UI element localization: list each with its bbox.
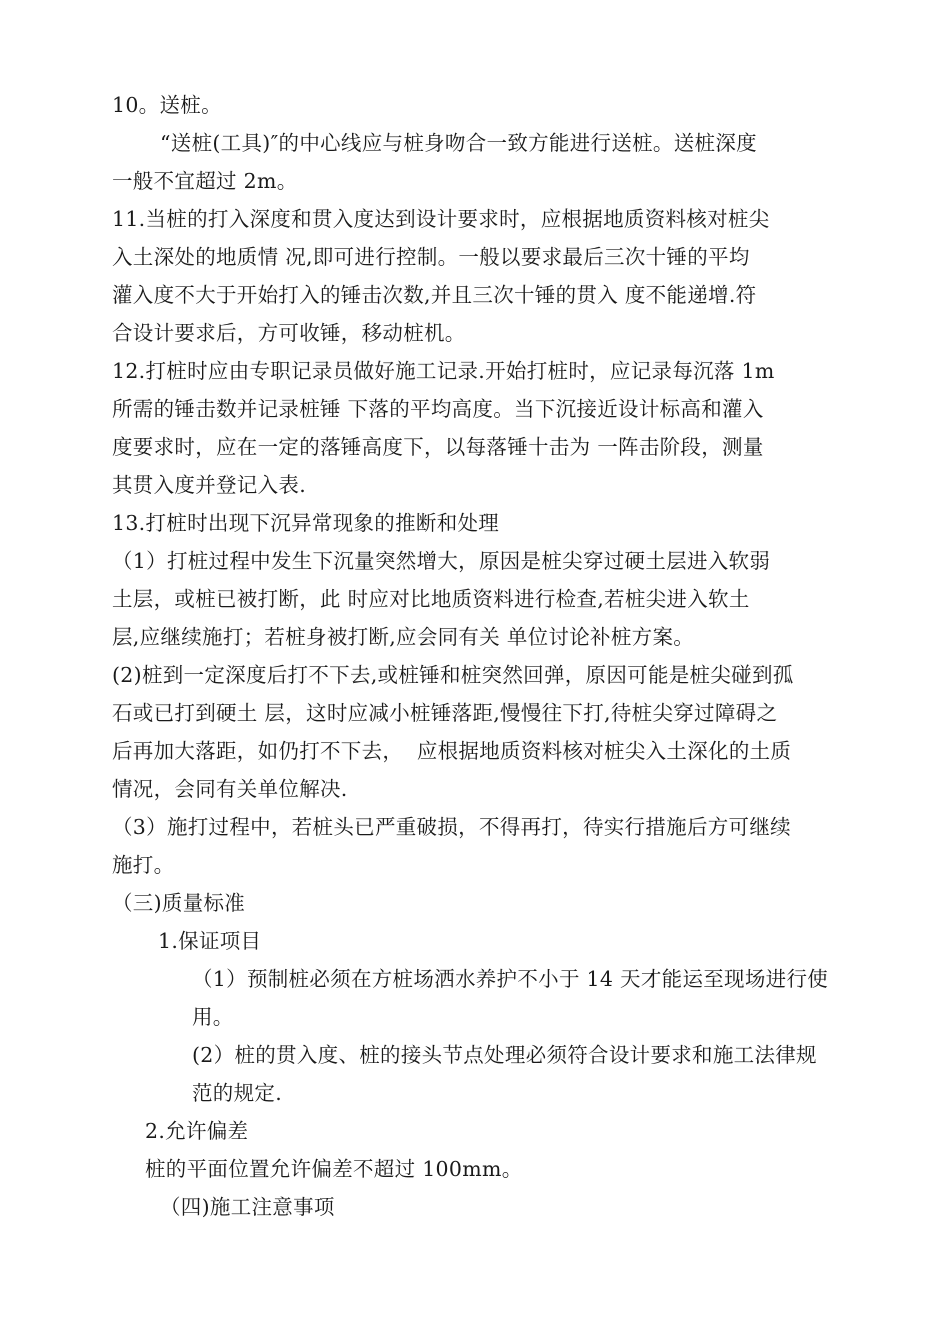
section-heading: 13.打桩时出现下沉异常现象的推断和处理 [112,511,500,535]
text-line: (2)桩到一定深度后打不下去,或桩锤和桩突然回弹，原因可能是桩尖碰到孤 [112,663,794,687]
text-line: “送桩(工具)″的中心线应与桩身吻合一致方能进行送桩。送桩深度 [160,131,757,155]
text-line: (2）桩的贯入度、桩的接头节点处理必须符合设计要求和施工法律规 [192,1043,817,1067]
subsection-heading: 1.保证项目 [158,929,262,953]
text-line: 度要求时，应在一定的落锤高度下，以每落锤十击为 一阵击阶段，测量 [112,435,764,459]
text-line: （3）施打过程中，若桩头已严重破损，不得再打，待实行措施后方可继续 [112,815,791,839]
text-line: 其贯入度并登记入表. [112,473,307,497]
text-line: 后再加大落距，如仍打不下去， 应根据地质资料核对桩尖入土深化的土质 [112,739,792,763]
text-line: 土层，或桩已被打断，此 时应对比地质资料进行检查,若桩尖进入软土 [112,587,750,611]
section-heading: （三)质量标准 [112,891,246,915]
text-line: 桩的平面位置允许偏差不超过 100mm。 [145,1157,523,1181]
text-line: （1）预制桩必须在方桩场洒水养护不小于 14 天才能运至现场进行使 [192,967,829,991]
text-line: （1）打桩过程中发生下沉量突然增大，原因是桩尖穿过硬土层进入软弱 [112,549,771,573]
text-line: 一般不宜超过 2m。 [112,169,298,193]
text-line: 所需的锤击数并记录桩锤 下落的平均高度。当下沉接近设计标高和灌入 [112,397,764,421]
text-line: 施打。 [112,853,175,877]
text-line: 入土深处的地质情 况,即可进行控制。一般以要求最后三次十锤的平均 [112,245,750,269]
text-line: 11.当桩的打入深度和贯入度达到设计要求时，应根据地质资料核对桩尖 [112,207,770,231]
subsection-heading: 2.允许偏差 [145,1119,249,1143]
text-line: 10。送桩。 [112,93,222,117]
text-line: 石或已打到硬土 层，这时应减小桩锤落距,慢慢往下打,待桩尖穿过障碍之 [112,701,778,725]
text-line: 范的规定. [192,1081,283,1105]
text-line: 合设计要求后，方可收锤，移动桩机。 [112,321,466,345]
text-line: 用。 [192,1005,234,1029]
text-line: 12.打桩时应由专职记录员做好施工记录.开始打桩时，应记录每沉落 1m [112,359,775,383]
text-line: 情况，会同有关单位解决. [112,777,348,801]
text-line: 层,应继续施打；若桩身被打断,应会同有关 单位讨论补桩方案。 [112,625,695,649]
text-line: 灌入度不大于开始打入的锤击次数,并且三次十锤的贯入 度不能递增.符 [112,283,757,307]
section-heading: （四)施工注意事项 [160,1195,335,1219]
